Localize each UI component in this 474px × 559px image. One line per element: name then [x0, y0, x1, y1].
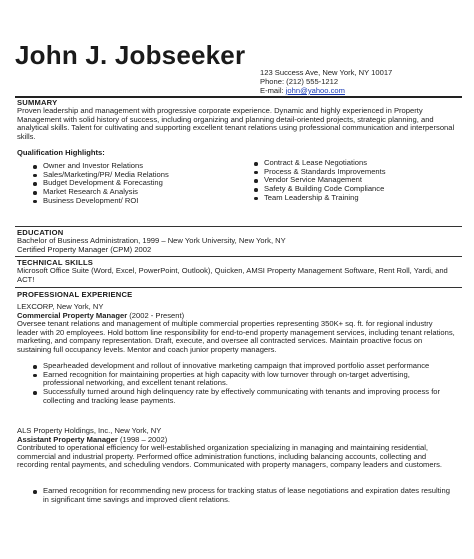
contact-block — [260, 68, 392, 95]
list-item: Earned recognition for maintaining properties at high capacity with low turnover through on-target advertising, professional networking, and excellent tenant relations. — [30, 371, 450, 388]
list-item: Owner and Investor Relations — [30, 162, 230, 171]
job-dates: (1998 – 2002) — [117, 434, 168, 444]
list-item: Vendor Service Management — [251, 176, 451, 185]
highlights-left-list — [30, 162, 230, 206]
email-link[interactable]: john@yahoo.com — [285, 86, 345, 95]
email-prefix: E-mail: — [260, 86, 286, 95]
skills-heading: TECHNICAL SKILLS — [17, 258, 94, 267]
job-achievements-list — [30, 487, 450, 504]
list-item: Budget Development & Forecasting — [30, 179, 230, 188]
experience-divider — [15, 287, 462, 288]
list-item: Successfully turned around high delinquency rate by effectively communicating with tenants and improving process for collecting and tracking lease payments. — [30, 388, 450, 405]
education-degree: Bachelor of Business Administration, 1999 – New York University, New York, NY — [17, 236, 286, 245]
list-item: Safety & Building Code Compliance — [251, 185, 451, 194]
list-item: Process & Standards Improvements — [251, 168, 451, 177]
candidate-name: John J. Jobseeker — [15, 40, 246, 70]
highlights-right-list — [251, 159, 451, 203]
email-line — [260, 86, 392, 95]
header-divider — [15, 96, 462, 98]
job-description: Contributed to operational efficiency for well-established organization specializing in managing and maintaining residential, commercial and industrial property. Performed office administration functions, including balancing accounts, collecting and recording rental payments, and scheduling vendors. Communicated with property managers, company leaders and customers. — [17, 443, 443, 470]
summary-text: Proven leadership and management with progressive corporate experience. Dynamic and highly experienced in Property Management with solid history of success, including organizing and planning detail-oriented projects, strategic planning, and analytical skills. Talent for cultivating and supporting excellent tenant relations using professional communication and interpersonal skills. — [17, 106, 455, 141]
job-description: Oversee tenant relations and management of multiple commercial properties representing 350K+ sq. ft. for regional industry leader with 20 employees. Hold bottom line responsibility for end-to-end property management services, including tenant relations, marketing, and company representation. Draft, execute, and oversee all contracted services. Maintain proactive focus on sustaining full occupancy levels. Mentor and coach junior property managers. — [17, 319, 455, 354]
list-item: Earned recognition for recommending new process for tracking status of lease negotiations and expiration dates resulting in significant time savings and improved client relations. — [30, 487, 450, 504]
highlights-heading: Qualification Highlights: — [17, 148, 105, 157]
skills-divider — [15, 256, 462, 257]
skills-text: Microsoft Office Suite (Word, Excel, PowerPoint, Outlook), Quicken, AMSI Property Management Software, Rent Roll, Yardi, and ACT! — [17, 266, 448, 284]
phone-line: Phone: (212) 555-1212 — [260, 77, 339, 86]
summary-heading: SUMMARY — [17, 98, 58, 107]
education-divider — [15, 226, 462, 227]
job-achievements-list — [30, 362, 450, 406]
list-item: Business Development/ ROI — [30, 197, 230, 206]
list-item: Market Research & Analysis — [30, 188, 230, 197]
list-item: Sales/Marketing/PR/ Media Relations — [30, 171, 230, 180]
job-dates: (2002 - Present) — [127, 310, 185, 320]
list-item: Spearheaded development and rollout of innovative marketing campaign that improved portfolio asset performance — [30, 362, 450, 371]
education-heading: EDUCATION — [17, 228, 64, 237]
job-company: ALS Property Holdings, Inc., New York, NY — [17, 426, 162, 435]
address-line: 123 Success Ave, New York, NY 10017 — [260, 68, 393, 77]
experience-heading: PROFESSIONAL EXPERIENCE — [17, 290, 133, 299]
job-company: LEXCORP, New York, NY — [17, 302, 104, 311]
list-item: Contract & Lease Negotiations — [251, 159, 451, 168]
list-item: Team Leadership & Training — [251, 194, 451, 203]
job-title: Commercial Property Manager — [17, 310, 128, 320]
job-title: Assistant Property Manager — [17, 434, 118, 444]
education-certification: Certified Property Manager (CPM) 2002 — [17, 244, 152, 254]
